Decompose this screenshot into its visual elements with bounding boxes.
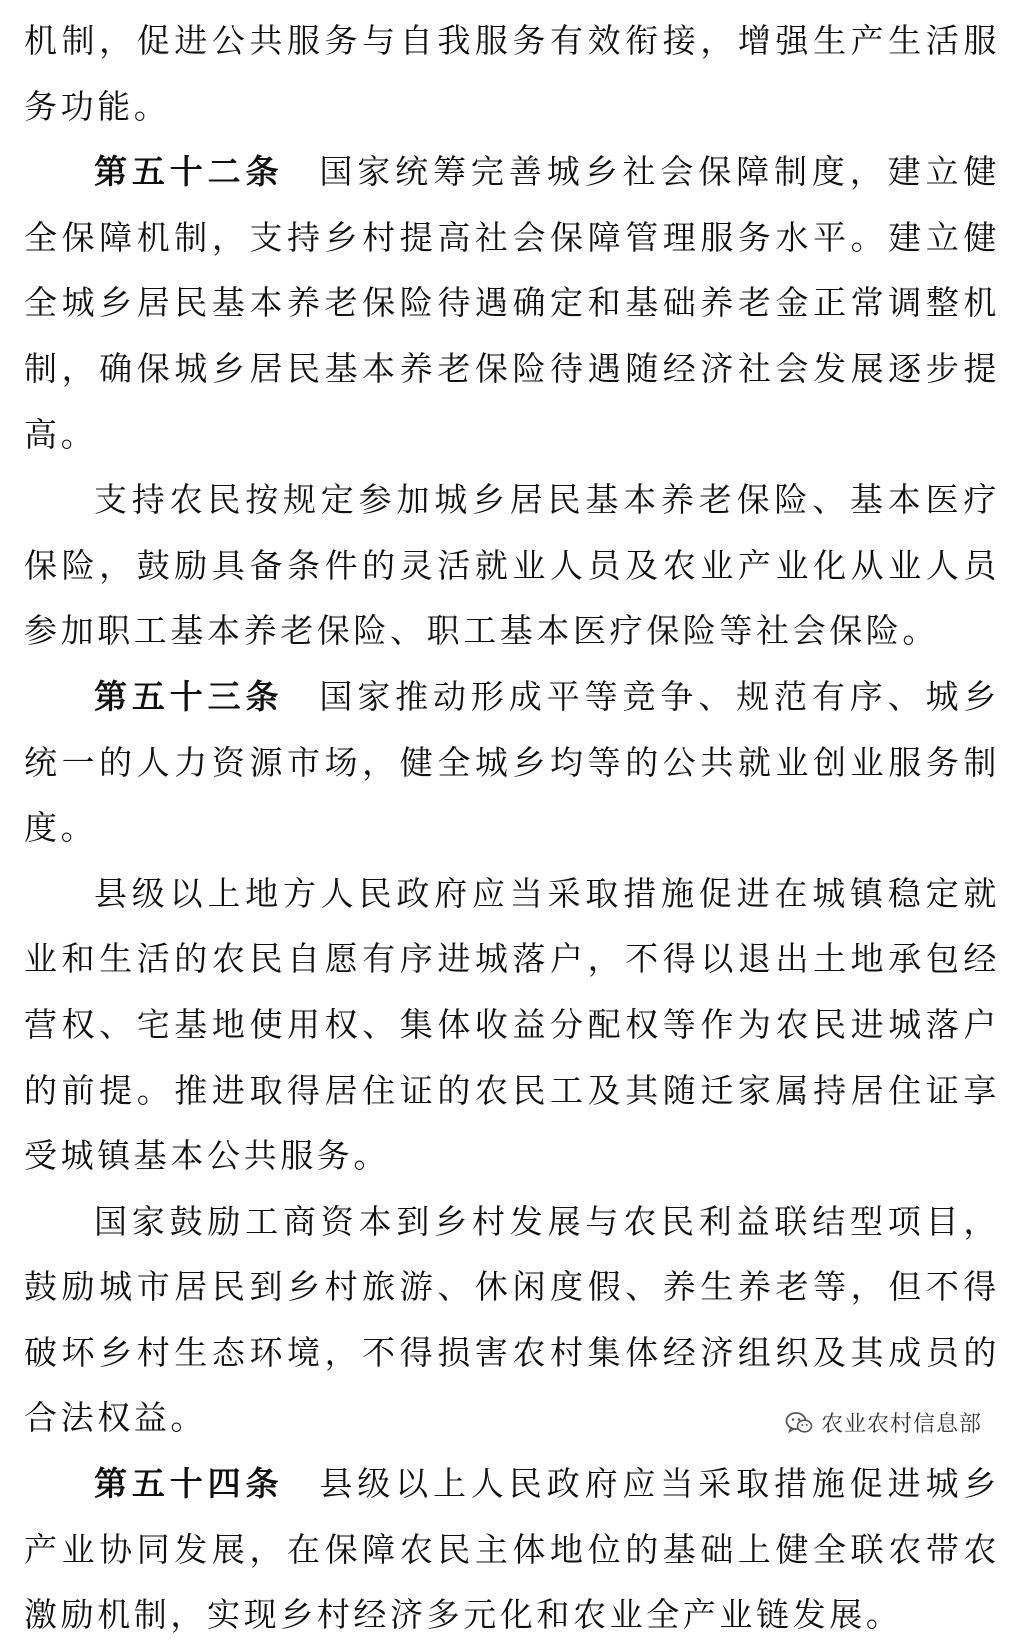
- paragraph-continuation: [24, 8, 1000, 139]
- paragraph-text: 县级以上地方人民政府应当采取措施促进在城镇稳定就业和生活的农民自愿有序进城落户，不得以退出土地承包经营权、宅基地使用权、集体收益分配权等作为农民进城落户的前提。推进取得居住证的农民工及其随迁家属持居住证享受城镇基本公共服务。: [24, 873, 1000, 1176]
- paragraph-text: 支持农民按规定参加城乡居民基本养老保险、基本医疗保险，鼓励具备条件的灵活就业人员及农业产业化从业人员参加职工基本养老保险、职工基本医疗保险等社会保险。: [24, 480, 1000, 651]
- paragraph-text: 县级以上人民政府应当采取措施促进城乡产业协同发展，在保障农民主体地位的基础上健全联农带农激励机制，实现乡村经济多元化和农业全产业链发展。: [24, 1464, 1000, 1635]
- article-title: 第五十二条: [94, 152, 284, 192]
- paragraph-text: 机制，促进公共服务与自我服务有效衔接，增强生产生活服务功能。: [24, 21, 1000, 126]
- wechat-icon: [785, 1411, 813, 1435]
- paragraph: [24, 467, 1000, 664]
- paragraph-text: 国家统筹完善城乡社会保障制度，建立健全保障机制，支持乡村提高社会保障管理服务水平。建立健全城乡居民基本养老保险待遇确定和基础养老金正常调整机制，确保城乡居民基本养老保险待遇随经济社会发展逐步提高。: [24, 152, 1000, 454]
- article-54: [24, 1451, 1000, 1648]
- article-title: 第五十三条: [94, 676, 284, 716]
- source-watermark: [779, 1405, 988, 1440]
- paragraph-text: 国家鼓励工商资本到乡村发展与农民利益联结型项目，鼓励城市居民到乡村旅游、休闲度假、养生养老等，但不得破坏乡村生态环境，不得损害农村集体经济组织及其成员的合法权益。: [24, 1201, 1000, 1438]
- article-title: 第五十四条: [94, 1464, 284, 1504]
- document-body: [24, 8, 1000, 1648]
- paragraph: [24, 861, 1000, 1189]
- article-52: [24, 139, 1000, 467]
- article-53: [24, 664, 1000, 861]
- paragraph-text: 国家推动形成平等竞争、规范有序、城乡统一的人力资源市场，健全城乡均等的公共就业创业服务制度。: [24, 676, 1000, 848]
- watermark-label: 农业农村信息部: [820, 1412, 982, 1437]
